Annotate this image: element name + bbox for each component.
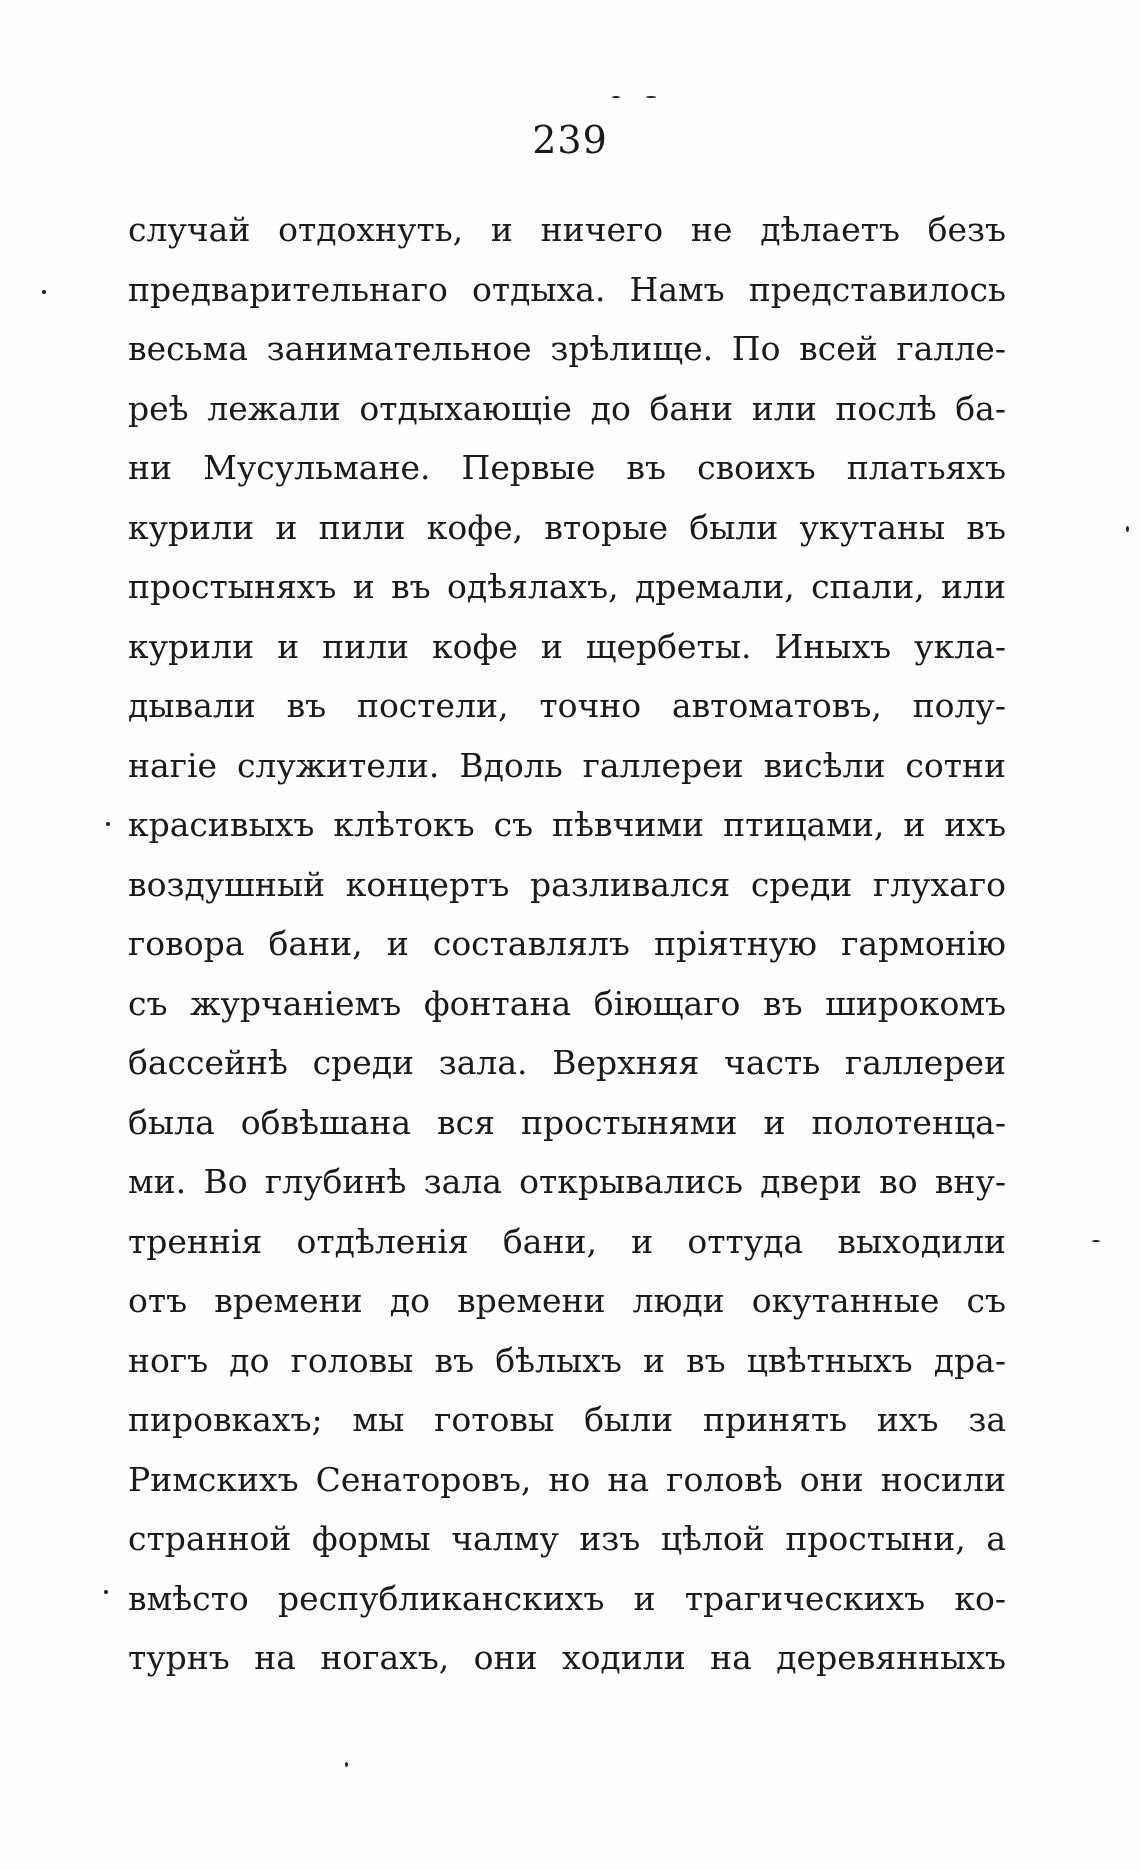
text-line: дывали въ постели, точно автоматовъ, полу-	[128, 686, 1006, 725]
print-speck	[104, 1590, 108, 1594]
text-line: пировкахъ; мы готовы были принять ихъ за	[128, 1400, 1006, 1439]
text-line: вмѣсто республиканскихъ и трагическихъ ко-	[128, 1578, 1006, 1618]
print-speck	[345, 1762, 348, 1767]
text-line: отъ времени до времени люди окутанные съ	[128, 1281, 1006, 1320]
text-line: красивыхъ клѣтокъ съ пѣвчими птицами, и ихъ	[128, 805, 1006, 844]
text-line: Римскихъ Сенаторовъ, но на головѣ они носили	[128, 1459, 1006, 1499]
text-line: странной формы чалму изъ цѣлой простыни, а	[128, 1519, 1006, 1558]
print-speck	[612, 96, 620, 98]
text-line: нагіе служители. Вдоль галлереи висѣли сотни	[128, 745, 1006, 785]
print-speck	[1126, 526, 1129, 532]
print-speck	[42, 290, 46, 294]
text-line: турнъ на ногахъ, они ходили на деревянныхъ	[128, 1638, 1006, 1677]
text-line: треннія отдѣленія бани, и оттуда выходили	[128, 1221, 1006, 1261]
text-line: съ журчаніемъ фонтана біющаго въ широкомъ	[128, 983, 1006, 1023]
text-line: воздушный концертъ разливался среди глухаго	[128, 864, 1006, 904]
text-line: ми. Во глубинѣ зала открывались двери во вну-	[128, 1162, 1006, 1201]
text-line: бассейнѣ среди зала. Верхняя часть галлереи	[128, 1043, 1006, 1082]
text-line: говора бани, и составлялъ пріятную гармонію	[128, 924, 1006, 963]
page-number: 239	[532, 118, 608, 162]
body-text	[128, 200, 1006, 1688]
text-line: весьма занимательное зрѣлище. По всей галле-	[128, 329, 1006, 368]
text-line: простыняхъ и въ одѣялахъ, дремали, спали, или	[128, 567, 1006, 606]
text-line: курили и пили кофе, вторые были укутаны въ	[128, 507, 1006, 547]
text-line: предварительнаго отдыха. Намъ представилось	[128, 269, 1006, 309]
text-line: курили и пили кофе и щербеты. Иныхъ укла-	[128, 626, 1006, 666]
print-speck	[1092, 1240, 1100, 1242]
text-line: была обвѣшана вся простынями и полотенца-	[128, 1102, 1006, 1142]
print-speck	[106, 822, 110, 826]
text-line: ногъ до головы въ бѣлыхъ и въ цвѣтныхъ дра-	[128, 1340, 1006, 1380]
text-line: реѣ лежали отдыхающіе до бани или послѣ ба-	[128, 388, 1006, 428]
text-line: случай отдохнуть, и ничего не дѣлаетъ безъ	[128, 210, 1006, 249]
text-line: ни Мусульмане. Первые въ своихъ платьяхъ	[128, 448, 1006, 487]
print-speck	[646, 96, 656, 98]
